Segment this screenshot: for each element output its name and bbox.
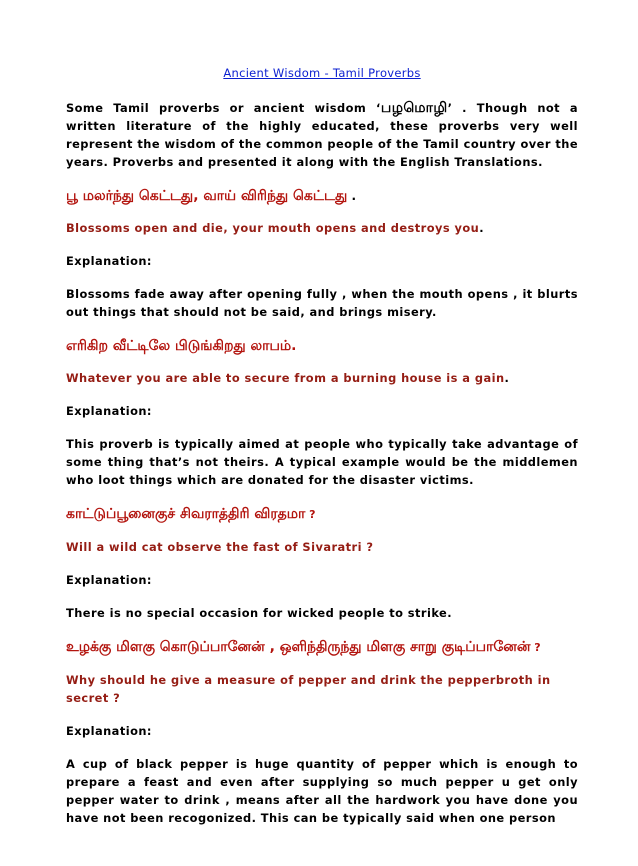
- intro-text-start: Some Tamil proverbs or ancient wisdom ‘: [66, 101, 381, 115]
- explanation-label: Explanation:: [66, 254, 152, 268]
- explanation-label: Explanation:: [66, 724, 152, 738]
- explanation-text: There is no special occasion for wicked people to strike.: [66, 606, 453, 620]
- page-title-text: Ancient Wisdom - Tamil Proverbs: [223, 66, 421, 80]
- proverb-english-text: Whatever you are able to secure from a burning house is a gain: [66, 371, 505, 385]
- proverb-english: [66, 369, 578, 387]
- proverb-english-text: Why should he give a measure of pepper and drink the pepperbroth in secret ?: [66, 673, 551, 705]
- proverb-tamil-text: பூ மலர்ந்து கெட்டது, வாய் விரிந்து கெட்டது: [66, 188, 348, 204]
- proverb-tamil-end: .: [347, 189, 357, 203]
- proverb-tamil: [66, 636, 578, 659]
- proverb-tamil-text: உழக்கு மிளகு கொடுப்பானேன் , ஒளிந்திருந்து மிளகு சாறு குடிப்பானேன்: [66, 639, 531, 655]
- explanation-text: Blossoms fade away after opening fully , when the mouth opens , it blurts out things that should not be said, and brings misery.: [66, 287, 578, 319]
- proverb-1: [66, 185, 578, 321]
- intro-text-end: ’ . Though not a written literature of the highly educated, these proverbs very well represent the wisdom of the common people of the Tamil country over the years. Proverbs and presented it along with the English Translations.: [66, 101, 578, 169]
- proverb-tamil-text: எரிகிற வீட்டிலே பிடுங்கிறது லாபம்.: [66, 338, 297, 354]
- intro-tamil-word: பழமொழி: [380, 100, 448, 116]
- document-content: [66, 66, 578, 827]
- proverb-tamil: [66, 503, 578, 526]
- proverb-tamil: [66, 335, 578, 357]
- explanation-text: A cup of black pepper is huge quantity of pepper which is enough to prepare a feast and even after supplying so much pepper u get only pepper water to drink , means after all the hardwork you have done you have not been recogonized. This can be typically said when one person: [66, 757, 578, 825]
- intro-paragraph: [66, 99, 578, 171]
- page-title: [66, 66, 578, 80]
- proverb-english: [66, 219, 578, 237]
- proverb-tamil-end: ?: [305, 508, 316, 521]
- explanation-label: Explanation:: [66, 573, 152, 587]
- proverb-tamil-end: ?: [530, 641, 541, 654]
- proverb-3: [66, 503, 578, 622]
- proverb-tamil-text: காட்டுப்பூனைகுச் சிவராத்திரி விரதமா: [66, 506, 306, 522]
- proverb-english-end: .: [479, 221, 484, 235]
- proverb-english: [66, 671, 578, 707]
- proverb-english-text: Blossoms open and die, your mouth opens and destroys you: [66, 221, 480, 235]
- proverb-2: [66, 335, 578, 489]
- explanation-text: This proverb is typically aimed at people who typically take advantage of some thing that’s not theirs. A typical example would be the middlemen who loot things which are donated for the disaster victims.: [66, 437, 578, 487]
- proverb-tamil: [66, 185, 578, 207]
- explanation-label: Explanation:: [66, 404, 152, 418]
- proverb-4: [66, 636, 578, 827]
- proverb-english: [66, 538, 578, 556]
- proverb-english-end: .: [504, 371, 510, 385]
- proverb-english-text: Will a wild cat observe the fast of Sivaratri ?: [66, 540, 374, 554]
